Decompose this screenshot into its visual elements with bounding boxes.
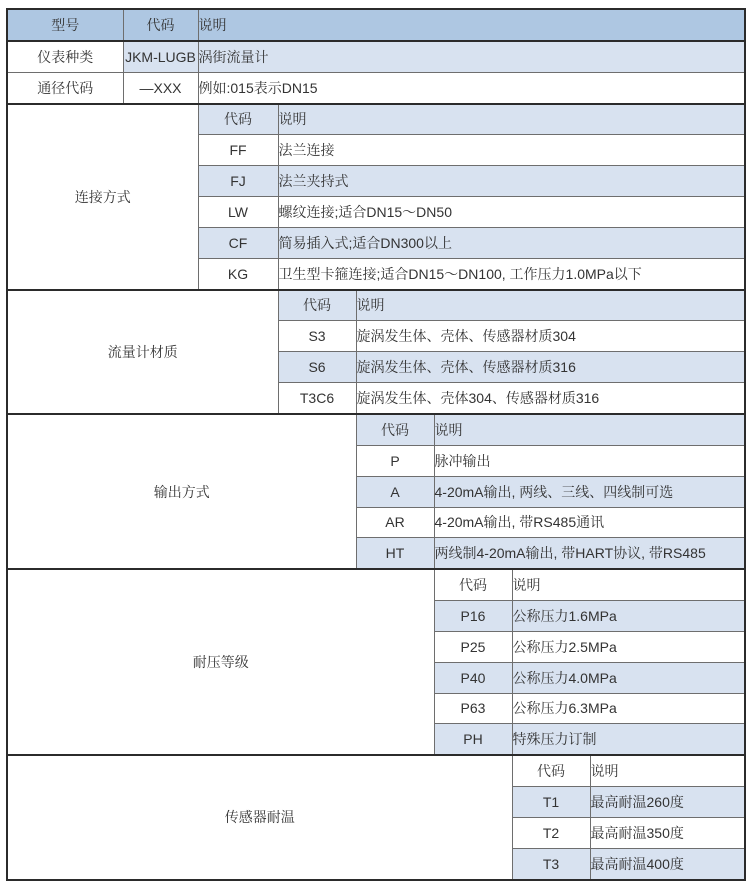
section-header-row [7, 414, 745, 445]
desc-cell: 螺纹连接;适合DN15～DN50 [278, 197, 745, 228]
table-row [7, 41, 745, 72]
desc-cell: 简易插入式;适合DN300以上 [278, 227, 745, 258]
code-cell: FJ [198, 166, 278, 197]
desc-cell: 公称压力4.0MPa [512, 662, 745, 693]
code-cell: KG [198, 258, 278, 289]
table-row [7, 72, 745, 103]
desc-cell: 最高耐温260度 [590, 787, 745, 818]
section-desc-header: 说明 [278, 104, 745, 135]
code-cell: T3 [512, 848, 590, 879]
header-model-cell: 型号 [7, 9, 123, 41]
desc-cell: 卫生型卡箍连接;适合DN15～DN100, 工作压力1.0MPa以下 [278, 258, 745, 289]
section-desc-header: 说明 [434, 414, 745, 445]
code-cell: T1 [512, 787, 590, 818]
code-cell: FF [198, 135, 278, 166]
section-label: 输出方式 [7, 414, 356, 569]
code-cell: S3 [278, 321, 356, 352]
desc-cell: 脉冲输出 [434, 445, 745, 476]
section-label: 连接方式 [7, 104, 198, 290]
section-code-header: 代码 [198, 104, 278, 135]
section-header-row [7, 290, 745, 321]
header-code-cell: 代码 [123, 9, 198, 41]
section-label: 传感器耐温 [7, 755, 512, 879]
section-desc-header: 说明 [590, 755, 745, 786]
section-header-row [7, 569, 745, 600]
row-label-cell: 通径代码 [7, 72, 123, 103]
model-selection-table [6, 8, 746, 881]
code-cell: A [356, 476, 434, 507]
section-code-header: 代码 [512, 755, 590, 786]
desc-cell: 两线制4-20mA输出, 带HART协议, 带RS485 [434, 538, 745, 569]
section-desc-header: 说明 [512, 569, 745, 600]
section-code-header: 代码 [278, 290, 356, 321]
code-cell: T3C6 [278, 383, 356, 414]
row-label-cell: 仪表种类 [7, 41, 123, 72]
table-header-row [7, 9, 745, 41]
code-cell: PH [434, 724, 512, 755]
desc-cell: 旋涡发生体、壳体、传感器材质304 [356, 321, 745, 352]
section-code-header: 代码 [356, 414, 434, 445]
code-cell: CF [198, 227, 278, 258]
desc-cell: 4-20mA输出, 带RS485通讯 [434, 507, 745, 538]
desc-cell: 例如:015表示DN15 [198, 72, 745, 103]
desc-cell: 法兰连接 [278, 135, 745, 166]
desc-cell: 4-20mA输出, 两线、三线、四线制可选 [434, 476, 745, 507]
code-cell: P25 [434, 631, 512, 662]
desc-cell: 旋涡发生体、壳体、传感器材质316 [356, 352, 745, 383]
desc-cell: 公称压力6.3MPa [512, 693, 745, 724]
code-cell: AR [356, 507, 434, 538]
code-cell: —XXX [123, 72, 198, 103]
section-desc-header: 说明 [356, 290, 745, 321]
desc-cell: 公称压力2.5MPa [512, 631, 745, 662]
code-cell: P63 [434, 693, 512, 724]
code-cell: JKM-LUGB [123, 41, 198, 72]
desc-cell: 涡街流量计 [198, 41, 745, 72]
desc-cell: 最高耐温350度 [590, 817, 745, 848]
code-cell: P16 [434, 601, 512, 632]
code-cell: T2 [512, 817, 590, 848]
code-cell: P40 [434, 662, 512, 693]
header-desc-cell: 说明 [198, 9, 745, 41]
code-cell: P [356, 445, 434, 476]
desc-cell: 法兰夹持式 [278, 166, 745, 197]
section-header-row [7, 755, 745, 786]
section-code-header: 代码 [434, 569, 512, 600]
section-header-row [7, 104, 745, 135]
section-label: 流量计材质 [7, 290, 278, 414]
code-cell: S6 [278, 352, 356, 383]
desc-cell: 特殊压力订制 [512, 724, 745, 755]
desc-cell: 旋涡发生体、壳体304、传感器材质316 [356, 383, 745, 414]
code-cell: HT [356, 538, 434, 569]
code-cell: LW [198, 197, 278, 228]
desc-cell: 公称压力1.6MPa [512, 601, 745, 632]
section-label: 耐压等级 [7, 569, 434, 755]
desc-cell: 最高耐温400度 [590, 848, 745, 879]
